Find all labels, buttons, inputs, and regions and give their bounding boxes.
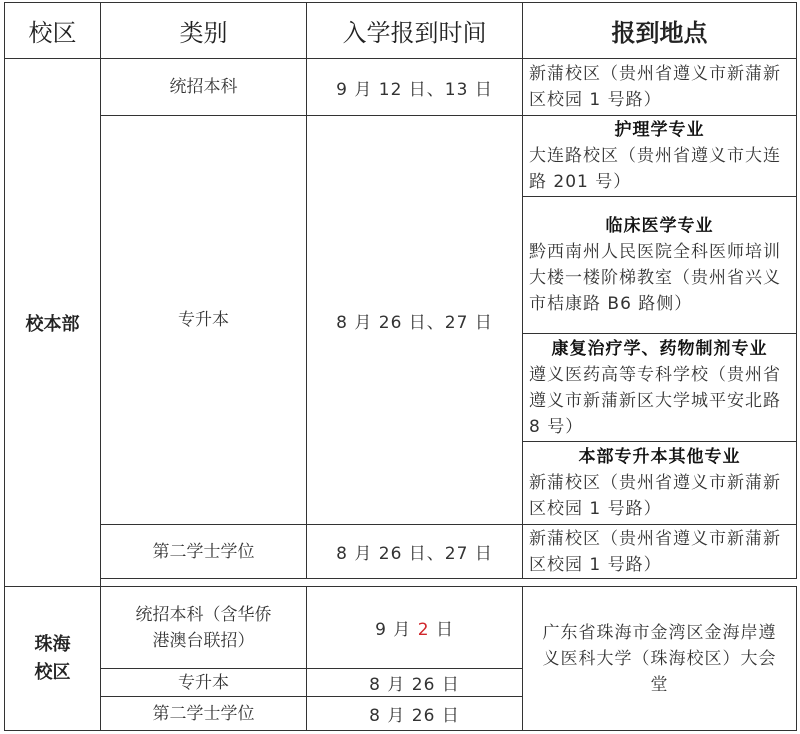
time-cell: 8 月 26 日 [307, 669, 523, 697]
location-cell: 新蒲校区（贵州省遵义市新蒲新区校园 1 号路） [523, 525, 797, 579]
category-cell: 第二学士学位 [101, 525, 307, 579]
location-heading: 临床医学专业 [605, 216, 714, 236]
category-cell: 第二学士学位 [101, 697, 307, 731]
location-text: 黔西南州人民医院全科医师培训大楼一楼阶梯教室（贵州省兴义市桔康路 B6 路侧） [529, 242, 781, 314]
location-cell: 新蒲校区（贵州省遵义市新蒲新区校园 1 号路） [523, 59, 797, 116]
location-text: 新蒲校区（贵州省遵义市新蒲新区校园 1 号路） [529, 473, 781, 519]
location-text: 遵义医药高等专科学校（贵州省遵义市新蒲新区大学城平安北路 8 号） [529, 364, 781, 437]
category-cell [101, 587, 307, 669]
location-text: 大连路校区（贵州省遵义市大连路 201 号） [529, 146, 781, 192]
table-row [5, 59, 797, 116]
time-cell: 8 月 26 日 [307, 697, 523, 731]
table-row [5, 587, 797, 669]
campus-zhuhai-name: 珠海校区 [34, 633, 71, 683]
header-row [5, 3, 797, 59]
campus-main: 校本部 [5, 59, 101, 587]
time-cell [307, 587, 523, 669]
campus-zhuhai [5, 587, 101, 731]
time-day-highlight: 2 [417, 620, 430, 640]
location-cell [523, 197, 797, 334]
category-cell: 专升本 [101, 116, 307, 525]
header-location: 报到地点 [523, 3, 797, 59]
time-cell: 9 月 12 日、13 日 [307, 59, 523, 116]
location-text: 广东省珠海市金湾区金海岸遵义医科大学（珠海校区）大会堂 [542, 622, 777, 695]
category-text: 统招本科（含华侨港澳台联招） [135, 604, 272, 651]
location-heading: 康复治疗学、药物制剂专业 [551, 338, 768, 359]
registration-table [4, 2, 797, 731]
location-heading: 本部专升本其他专业 [578, 447, 741, 467]
location-cell [523, 587, 797, 731]
location-heading: 护理学专业 [614, 120, 705, 140]
table-row [5, 525, 797, 579]
table-row [5, 116, 797, 197]
location-cell [523, 334, 797, 442]
time-suffix: 日 [435, 620, 454, 640]
time-cell: 8 月 26 日、27 日 [307, 116, 523, 525]
location-cell [523, 442, 797, 525]
time-prefix: 9 月 [375, 620, 412, 640]
spacer-row [5, 579, 797, 587]
location-cell [523, 116, 797, 197]
category-cell: 统招本科 [101, 59, 307, 116]
category-cell: 专升本 [101, 669, 307, 697]
header-time: 入学报到时间 [307, 3, 523, 59]
time-cell: 8 月 26 日、27 日 [307, 525, 523, 579]
header-campus: 校区 [5, 3, 101, 59]
header-category: 类别 [101, 3, 307, 59]
